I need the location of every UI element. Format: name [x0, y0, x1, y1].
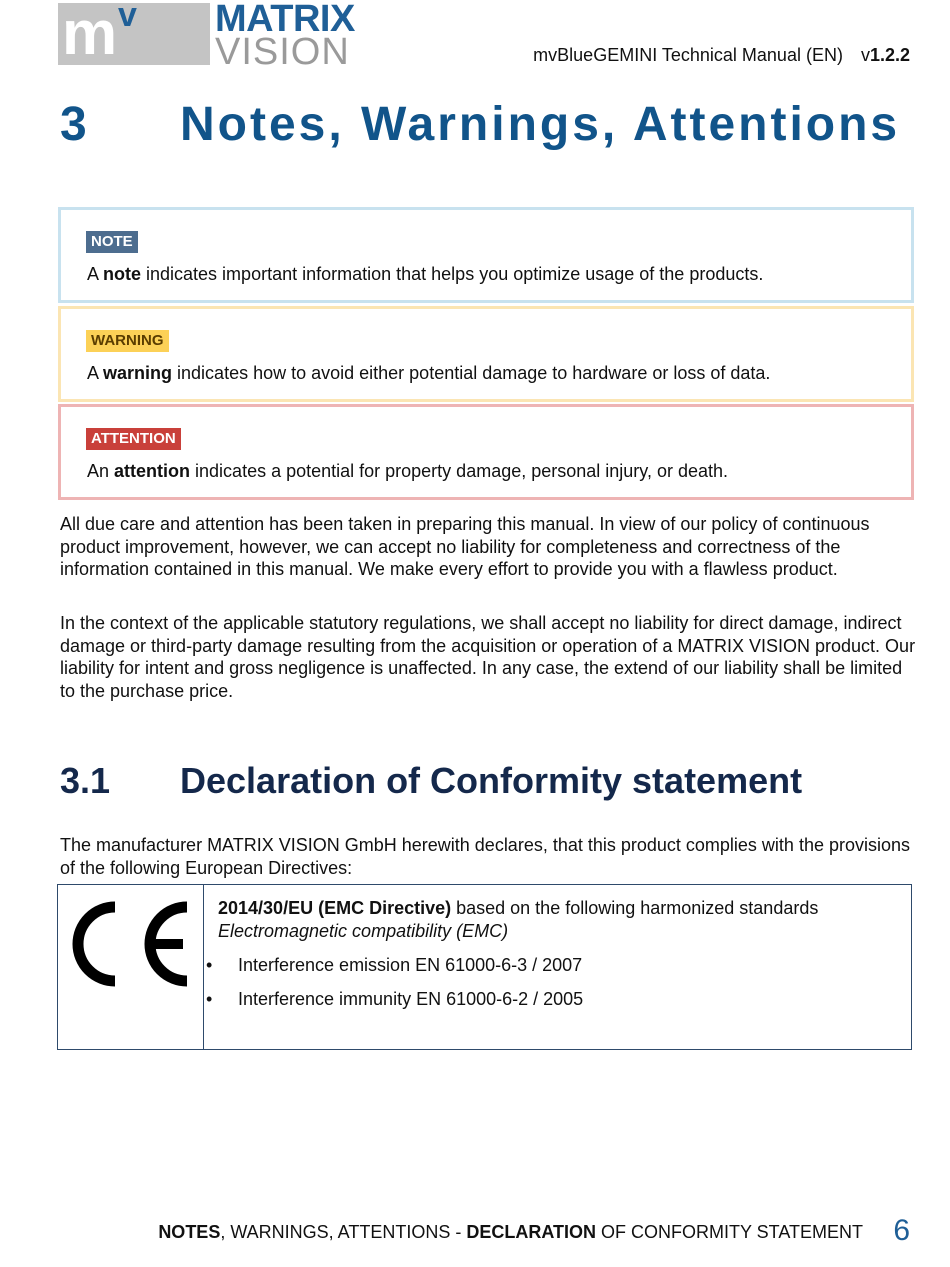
- warning-keyword: warning: [103, 363, 173, 383]
- bullet-icon: •: [206, 989, 213, 1009]
- ce-mark-cell: [58, 885, 204, 1049]
- standard-item: [206, 989, 583, 1010]
- liability-paragraph-2: In the context of the applicable statutory regulations, we shall accept no liability for direct damage, indirect damage or third-party damage resulting from the acquisition or operation of a MATRIX VISION product. Our liability for intent and gross negligence is unaffected. In any case, the extend of our liability shall be limited to the purchase price.: [60, 613, 916, 701]
- logo-mark-m: m: [62, 0, 115, 68]
- conformity-table: [57, 884, 912, 1050]
- footer-text-1: , WARNINGS, ATTENTIONS -: [220, 1222, 467, 1242]
- footer-text-2: OF CONFORMITY STATEMENT: [596, 1222, 863, 1242]
- logo-mark-v: v: [118, 0, 137, 34]
- attention-keyword: attention: [114, 461, 191, 481]
- liability-paragraph-1: All due care and attention has been taken in preparing this manual. In view of our policy of continuous product improvement, however, we can accept no liability for completeness and correctness of the information contained in this manual. We make every effort to provide you with a flawless product.: [60, 514, 870, 579]
- warning-box: [58, 306, 914, 402]
- chapter-heading: [60, 95, 900, 155]
- logo-word-matrix: MATRIX: [215, 0, 355, 40]
- directive-rest: based on the following harmonized standards: [451, 898, 819, 918]
- warning-text-before: A: [87, 363, 104, 383]
- warning-badge: WARNING: [86, 330, 169, 352]
- section-title: Declaration of Conformity statement: [180, 760, 803, 801]
- warning-text-after: indicates how to avoid either potential damage to hardware or loss of data.: [172, 363, 771, 383]
- conformity-intro: The manufacturer MATRIX VISION GmbH herewith declares, that this product complies with the provisions of the following European Directives:: [60, 835, 910, 878]
- standard-item: [206, 955, 582, 976]
- manual-title: mvBlueGEMINI Technical Manual (EN): [533, 45, 843, 65]
- directive-bold: 2014/30/EU (EMC Directive): [218, 898, 452, 918]
- chapter-title: Notes, Warnings, Attentions: [180, 98, 901, 151]
- running-header: [533, 45, 910, 66]
- logo-word-vision: VISION: [215, 31, 350, 73]
- running-footer: [158, 1222, 863, 1243]
- note-badge: NOTE: [86, 231, 138, 253]
- attention-text-after: indicates a potential for property damage, personal injury, or death.: [190, 461, 729, 481]
- note-text-before: A: [87, 264, 104, 284]
- attention-text-before: An: [87, 461, 115, 481]
- directive-subtitle: Electromagnetic compatibility (EMC): [218, 921, 509, 941]
- page-number: 6: [893, 1214, 910, 1247]
- standard-item-text: Interference immunity EN 61000-6-2 / 2005: [238, 989, 584, 1009]
- note-text-after: indicates important information that helps you optimize usage of the products.: [141, 264, 764, 284]
- warning-text: [87, 363, 770, 384]
- attention-badge: ATTENTION: [86, 428, 181, 450]
- attention-box: [58, 404, 914, 500]
- chapter-number: 3: [60, 98, 90, 151]
- footer-bold-2: DECLARATION: [466, 1222, 596, 1242]
- directive-title: [218, 898, 818, 919]
- version-number: 1.2.2: [869, 45, 910, 65]
- version-prefix: v: [860, 45, 870, 65]
- note-text: [87, 264, 763, 285]
- bullet-icon: •: [206, 955, 213, 975]
- section-number: 3.1: [60, 760, 111, 801]
- note-box: [58, 207, 914, 303]
- matrix-vision-logo: [58, 0, 358, 73]
- attention-text: [87, 461, 728, 482]
- standard-item-text: Interference emission EN 61000-6-3 / 2007: [238, 955, 583, 975]
- ce-mark-icon: [71, 899, 191, 989]
- section-heading: [60, 757, 802, 805]
- note-keyword: note: [103, 264, 142, 284]
- footer-bold-1: NOTES: [158, 1222, 221, 1242]
